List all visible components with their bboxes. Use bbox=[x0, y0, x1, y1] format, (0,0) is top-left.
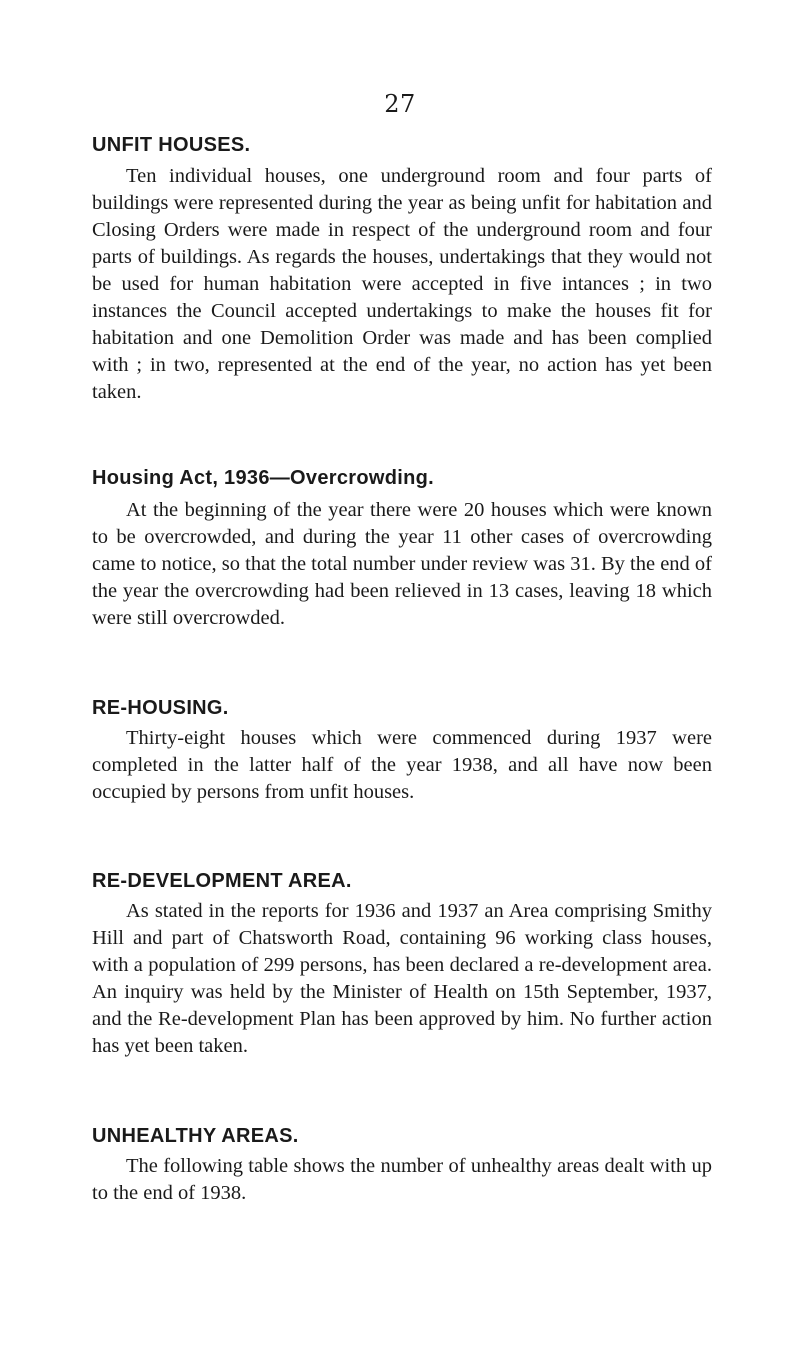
paragraph-unfit-houses: Ten individual houses, one underground room and four parts of buildings were represented during the year as being unfit for habitation and Closing Orders were made in respect of the underground room and four parts of buildings. As regards the houses, undertakings that they would not be used for human habitation were accepted in five intances ; in two instances the Council accepted undertakings to make the houses fit for habitation and one Demolition Order was made and has been complied with ; in two, represented at the end of the year, no action has yet been taken. bbox=[92, 165, 712, 403]
heading-unfit-houses: UNFIT HOUSES. bbox=[92, 134, 251, 156]
heading-overcrowding: Housing Act, 1936—Overcrowding. bbox=[92, 467, 434, 489]
page-number: 27 bbox=[384, 90, 416, 118]
heading-re-housing: RE-HOUSING. bbox=[92, 697, 229, 719]
heading-unhealthy-areas: UNHEALTHY AREAS. bbox=[92, 1125, 299, 1147]
paragraph-re-housing: Thirty-eight houses which were commenced during 1937 were completed in the latter half of the year 1938, and all have now been occupied by persons from unfit houses. bbox=[92, 727, 712, 803]
paragraph-re-development-area: As stated in the reports for 1936 and 1937 an Area comprising Smithy Hill and part of Chatsworth Road, containing 96 working class houses, with a population of 299 persons, has been declared a re-development area. An inquiry was held by the Minister of Health on 15th September, 1937, and the Re-development Plan has been approved by him. No further action has yet been taken. bbox=[92, 900, 712, 1057]
paragraph-unhealthy-areas: The following table shows the number of unhealthy areas dealt with up to the end of 1938. bbox=[92, 1155, 712, 1204]
paragraph-overcrowding: At the beginning of the year there were 20 houses which were known to be overcrowded, and during the year 11 other cases of overcrowding came to notice, so that the total number under review was 31. By the end of the year the overcrowding had been relieved in 13 cases, leaving 18 which were still overcrowded. bbox=[92, 499, 712, 629]
heading-re-development-area: RE-DEVELOPMENT AREA. bbox=[92, 870, 352, 892]
